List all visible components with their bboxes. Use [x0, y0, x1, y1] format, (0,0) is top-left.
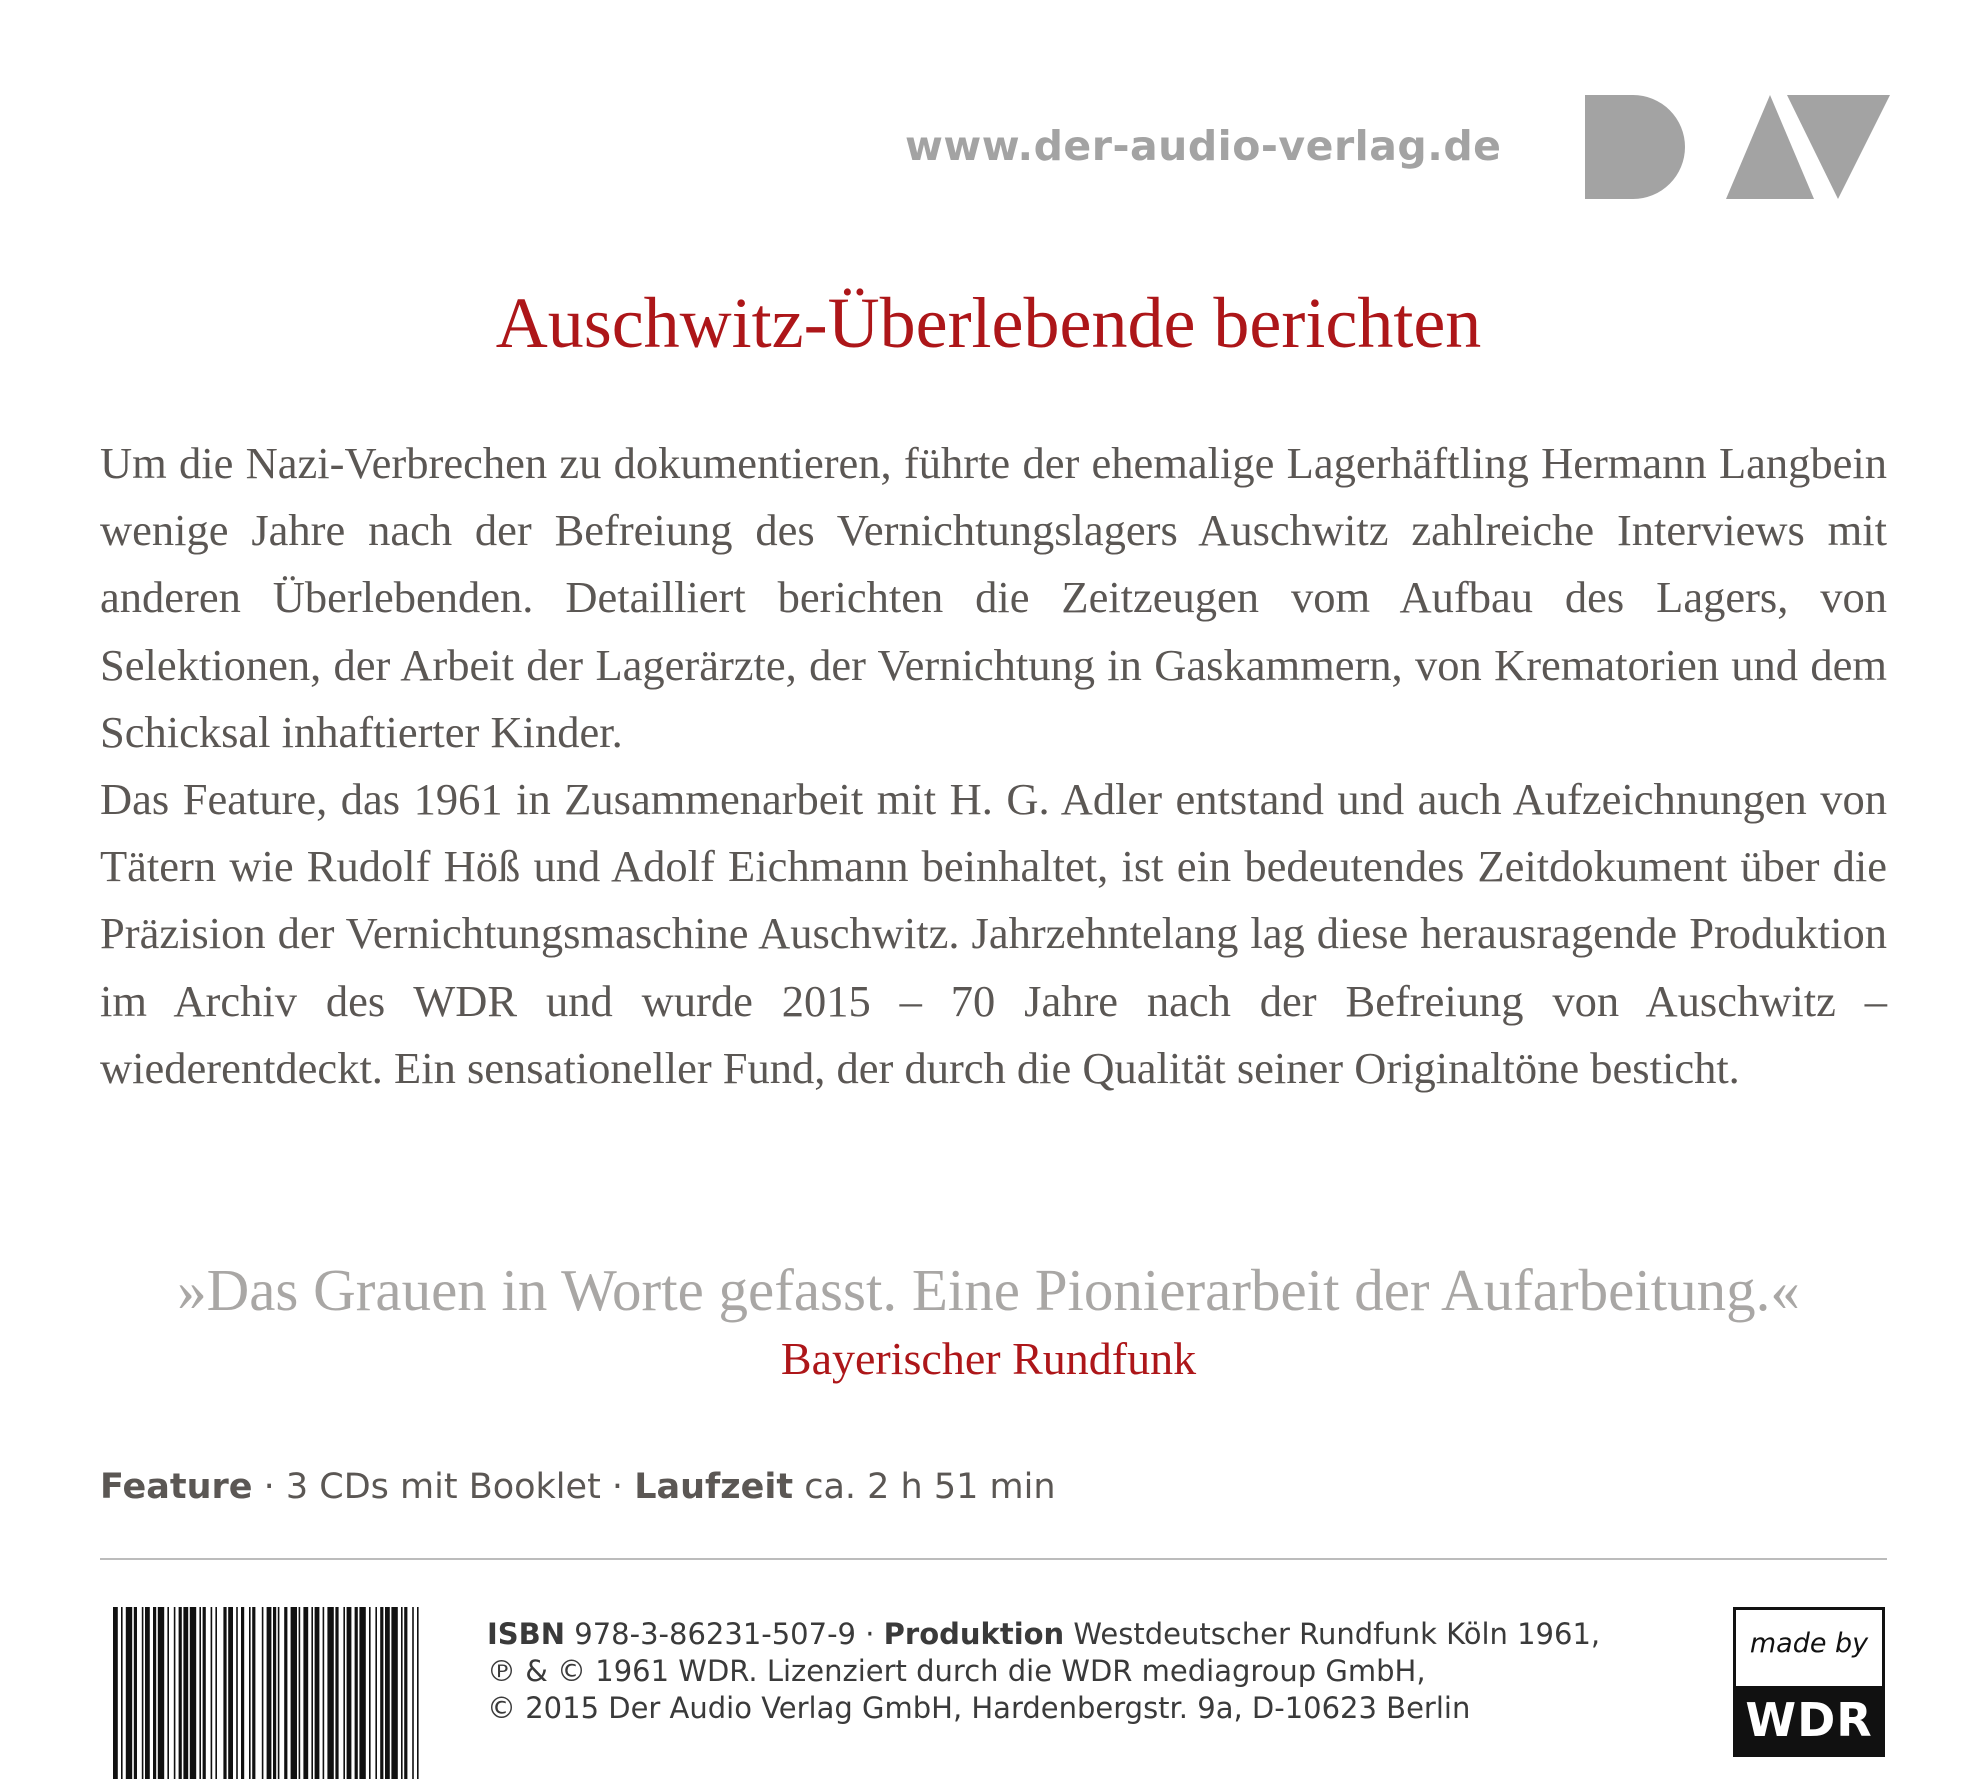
review-source: Bayerischer Rundfunk	[780, 1333, 1197, 1384]
barcode-bar	[145, 1607, 150, 1779]
meta-separator: ·	[600, 1467, 635, 1507]
product-meta	[100, 1467, 1056, 1507]
description-paragraph: Um die Nazi-Verbrechen zu dokumentieren, führte der ehemalige Lagerhäftling Hermann Langbein wenige Jahre nach der Befreiung des Vernichtungslagers Auschwitz zahlreiche Interviews mit anderen Überlebenden. Detailliert berichten die Zeitzeugen vom Aufbau des Lagers, von Selektionen, der Arbeit der Lagerärzte, der Vernichtung in Gaskammern, von Krematorien und dem Schicksal inhaftierter Kinder.	[100, 438, 1887, 757]
divider	[100, 1558, 1887, 1560]
barcode-bar	[252, 1607, 255, 1779]
barcode-bar	[126, 1607, 132, 1779]
description	[100, 430, 1887, 1102]
runtime-label: Laufzeit	[634, 1467, 794, 1507]
made-by-wdr-badge	[1733, 1607, 1885, 1757]
isbn-label: ISBN	[487, 1617, 566, 1651]
barcode-bar	[183, 1607, 188, 1779]
barcode-bar	[153, 1607, 156, 1779]
barcode-bar	[262, 1607, 264, 1779]
barcode-bar	[278, 1607, 280, 1779]
credits-line-3: © 2015 Der Audio Verlag GmbH, Hardenbergstr. 9a, D-10623 Berlin	[487, 1691, 1471, 1725]
barcode-bar	[335, 1607, 338, 1779]
barcode-bar	[228, 1607, 233, 1779]
barcode-bar	[273, 1607, 276, 1779]
credits-line-2: ℗ & © 1961 WDR. Lizenziert durch die WDR mediagroup GmbH,	[487, 1654, 1426, 1688]
barcode-bar	[158, 1607, 164, 1779]
barcode-bar	[249, 1607, 251, 1779]
page-title: Auschwitz-Überlebende berichten	[495, 283, 1482, 363]
barcode-bar	[412, 1607, 414, 1779]
barcode-bar	[375, 1607, 377, 1779]
review-quote: »Das Grauen in Worte gefasst. Eine Pionierarbeit der Aufarbeitung.«	[177, 1257, 1800, 1323]
barcode-bar	[315, 1607, 320, 1779]
barcode-bar	[355, 1607, 358, 1779]
barcode-bar	[311, 1607, 313, 1779]
barcode-bar	[327, 1607, 333, 1779]
barcode-bar	[211, 1607, 213, 1779]
dav-logo	[1585, 95, 1890, 201]
barcode-bar	[167, 1607, 169, 1779]
barcode-bar	[142, 1607, 144, 1779]
barcode-bar	[391, 1607, 397, 1779]
publisher-url[interactable]: www.der-audio-verlag.de	[905, 122, 1502, 170]
barcode-bar	[199, 1607, 201, 1779]
barcode-bar	[291, 1607, 297, 1779]
barcode-bar	[113, 1607, 118, 1779]
barcode-bar	[267, 1607, 272, 1779]
runtime-value: ca. 2 h 51 min	[793, 1467, 1056, 1507]
production-label: Produktion	[883, 1617, 1065, 1651]
barcode-bar	[385, 1607, 390, 1779]
barcode-bar	[369, 1607, 371, 1779]
production-value: Westdeutscher Rundfunk Köln 1961,	[1064, 1617, 1601, 1651]
barcode-bar	[236, 1607, 238, 1779]
description-paragraph: Das Feature, das 1961 in Zusammenarbeit mit H. G. Adler entstand und auch Aufzeichnungen von Tätern wie Rudolf Höß und Adolf Eichmann beinhaltet, ist ein bedeutendes Zeitdokument über die Präzision der Vernichtungsmaschine Auschwitz. Jahrzehntelang lag diese herausragende Produktion im Archiv des WDR und wurde 2015 – 70 Jahre nach der Befreiung von Auschwitz – wiederentdeckt. Ein sensationeller Fund, der durch die Qualität seiner Originaltöne besticht.	[100, 774, 1887, 1093]
genre-label: Feature	[100, 1467, 253, 1507]
barcode-bar	[179, 1607, 182, 1779]
barcode-bar	[347, 1607, 352, 1779]
barcode-bar	[417, 1607, 419, 1779]
credits-line-1	[487, 1616, 1600, 1653]
barcode-bar	[284, 1607, 287, 1779]
barcode-bar	[223, 1607, 226, 1779]
barcode-icon	[113, 1607, 423, 1779]
barcode-bar	[404, 1607, 407, 1779]
barcode-bar	[241, 1607, 244, 1779]
meta-separator: ·	[252, 1467, 286, 1507]
barcode-bar	[203, 1607, 206, 1779]
barcode-bar	[401, 1607, 403, 1779]
barcode-bar	[343, 1607, 345, 1779]
barcode-bar	[121, 1607, 123, 1779]
isbn-value: 978-3-86231-507-9 ·	[565, 1617, 884, 1651]
wdr-logo: WDR	[1736, 1686, 1882, 1754]
barcode-bar	[215, 1607, 217, 1779]
barcode-bar	[359, 1607, 365, 1779]
format-text: 3 CDs mit Booklet	[285, 1467, 601, 1507]
barcode-bar	[174, 1607, 176, 1779]
barcode-bar	[323, 1607, 325, 1779]
barcode-bar	[380, 1607, 383, 1779]
barcode-bar	[190, 1607, 196, 1779]
barcode-bar	[299, 1607, 301, 1779]
barcode-bar	[134, 1607, 137, 1779]
credits	[487, 1616, 1600, 1727]
barcode-bar	[303, 1607, 308, 1779]
made-by-text: made by	[1749, 1628, 1869, 1659]
